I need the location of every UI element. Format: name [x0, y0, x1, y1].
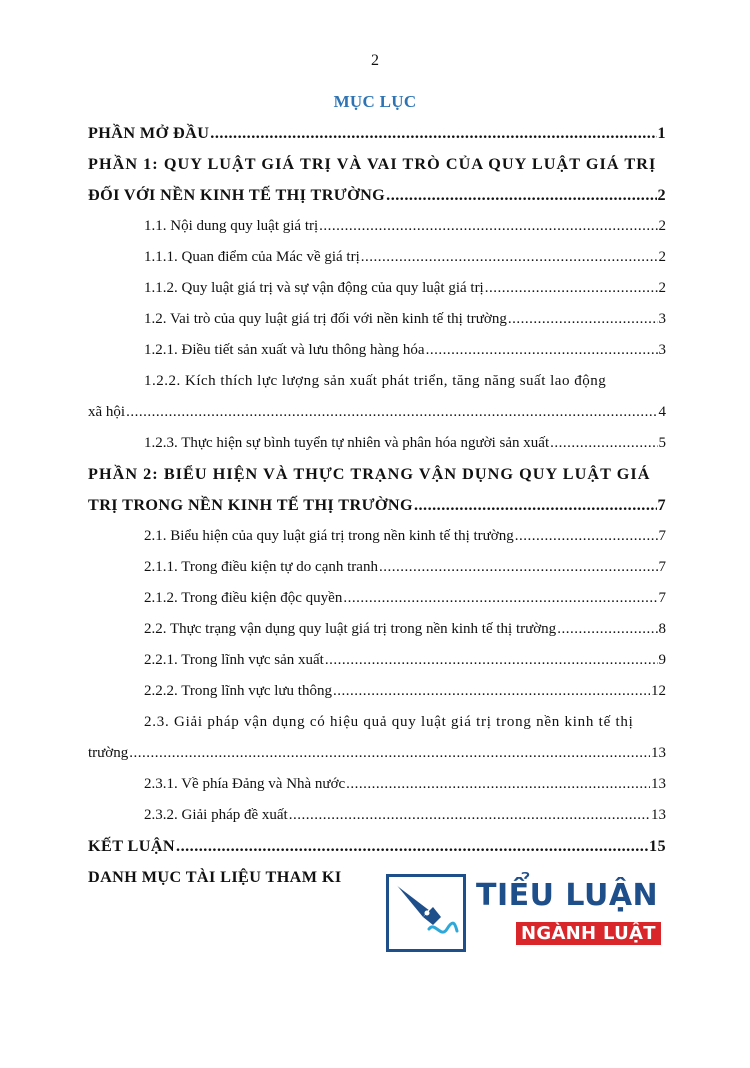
toc-entry-2-1-1[interactable]: 2.1.1. Trong điều kiện tự do cạnh tranh ..... 7: [88, 552, 666, 583]
toc-entry-2-3-2[interactable]: 2.3.2. Giải pháp đề xuất ..... 13: [88, 800, 666, 831]
toc-entry-2-3-1[interactable]: 2.3.1. Về phía Đảng và Nhà nước ..... 13: [88, 769, 666, 800]
toc-page: 12: [651, 683, 666, 699]
toc-entry-intro[interactable]: PHẦN MỞ ĐẦU ..... 1: [88, 118, 666, 149]
toc-entry-1-2-1[interactable]: 1.2.1. Điều tiết sản xuất và lưu thông hàng hóa ..... 3: [88, 335, 666, 366]
toc-entry-references[interactable]: DANH MỤC TÀI LIỆU THAM KI: [88, 868, 342, 886]
toc-entry-part2-line2[interactable]: TRỊ TRONG NỀN KINH TẾ THỊ TRƯỜNG ..... 7: [88, 490, 666, 521]
toc-entry-2-1[interactable]: 2.1. Biểu hiện của quy luật giá trị trong nền kinh tế thị trường ..... 7: [88, 521, 666, 552]
toc-page: 13: [651, 776, 666, 792]
toc-page: 13: [651, 745, 666, 761]
toc-page: 4: [658, 404, 666, 420]
table-of-contents: [88, 118, 666, 893]
logo-text-badge: NGÀNH LUẬT: [516, 922, 661, 945]
toc-entry-part1-line2[interactable]: ĐỐI VỚI NỀN KINH TẾ THỊ TRƯỜNG ..... 2: [88, 180, 666, 211]
toc-page: 7: [658, 590, 666, 606]
toc-page: 8: [658, 621, 666, 637]
toc-page: 13: [651, 807, 666, 823]
toc-entry-2-2-1[interactable]: 2.2.1. Trong lĩnh vực sản xuất ..... 9: [88, 645, 666, 676]
toc-page: 2: [658, 218, 666, 234]
toc-page: 7: [658, 559, 666, 575]
toc-entry-1-1-2[interactable]: 1.1.2. Quy luật giá trị và sự vận động của quy luật giá trị ..... 2: [88, 273, 666, 304]
toc-page: 3: [658, 311, 666, 327]
toc-entry-1-1[interactable]: 1.1. Nội dung quy luật giá trị ..... 2: [88, 211, 666, 242]
toc-page: 7: [658, 528, 666, 544]
toc-entry-2-2[interactable]: 2.2. Thực trạng vận dụng quy luật giá trị trong nền kinh tế thị trường ..... 8: [88, 614, 666, 645]
fountain-pen-nib-icon: [389, 877, 463, 949]
toc-entry-2-3-line1[interactable]: 2.3. Giải pháp vận dụng có hiệu quả quy luật giá trị trong nền kinh tế thị: [144, 714, 634, 730]
toc-page: 2: [657, 186, 666, 204]
toc-entry-1-1-1[interactable]: 1.1.1. Quan điểm của Mác về giá trị ..... 2: [88, 242, 666, 273]
toc-entry-1-2-2-line1[interactable]: 1.2.2. Kích thích lực lượng sản xuất phát triển, tăng năng suất lao động: [144, 373, 607, 389]
toc-entry-conclusion[interactable]: KẾT LUẬN ..... 15: [88, 831, 666, 862]
toc-page: 5: [658, 435, 666, 451]
toc-entry-2-1-2[interactable]: 2.1.2. Trong điều kiện độc quyền ..... 7: [88, 583, 666, 614]
toc-entry-part2-line1[interactable]: PHẦN 2: BIỂU HIỆN VÀ THỰC TRẠNG VẬN DỤNG QUY LUẬT GIÁ: [88, 465, 651, 483]
toc-entry-1-2-2-line2[interactable]: xã hội ..... 4: [88, 397, 666, 428]
watermark-logo: [386, 874, 659, 954]
toc-entry-2-3-line2[interactable]: trường ..... 13: [88, 738, 666, 769]
page-number: 2: [371, 52, 379, 69]
toc-page: 9: [658, 652, 666, 668]
toc-page: 2: [658, 280, 666, 296]
logo-text-primary: TIỂU LUẬN: [476, 878, 659, 913]
toc-entry-part1-line1[interactable]: PHẦN 1: QUY LUẬT GIÁ TRỊ VÀ VAI TRÒ CỦA QUY LUẬT GIÁ TRỊ: [88, 155, 657, 173]
toc-entry-1-2[interactable]: 1.2. Vai trò của quy luật giá trị đối với nền kinh tế thị trường ..... 3: [88, 304, 666, 335]
toc-page: 1: [657, 124, 666, 142]
toc-page: 7: [657, 496, 666, 514]
toc-page: 2: [658, 249, 666, 265]
toc-entry-2-2-2[interactable]: 2.2.2. Trong lĩnh vực lưu thông ..... 12: [88, 676, 666, 707]
logo-frame: [386, 874, 466, 952]
toc-entry-1-2-3[interactable]: 1.2.3. Thực hiện sự bình tuyển tự nhiên và phân hóa người sản xuất ..... 5: [88, 428, 666, 459]
toc-title: MỤC LỤC: [333, 92, 417, 111]
toc-page: 3: [658, 342, 666, 358]
toc-page: 15: [649, 837, 666, 855]
